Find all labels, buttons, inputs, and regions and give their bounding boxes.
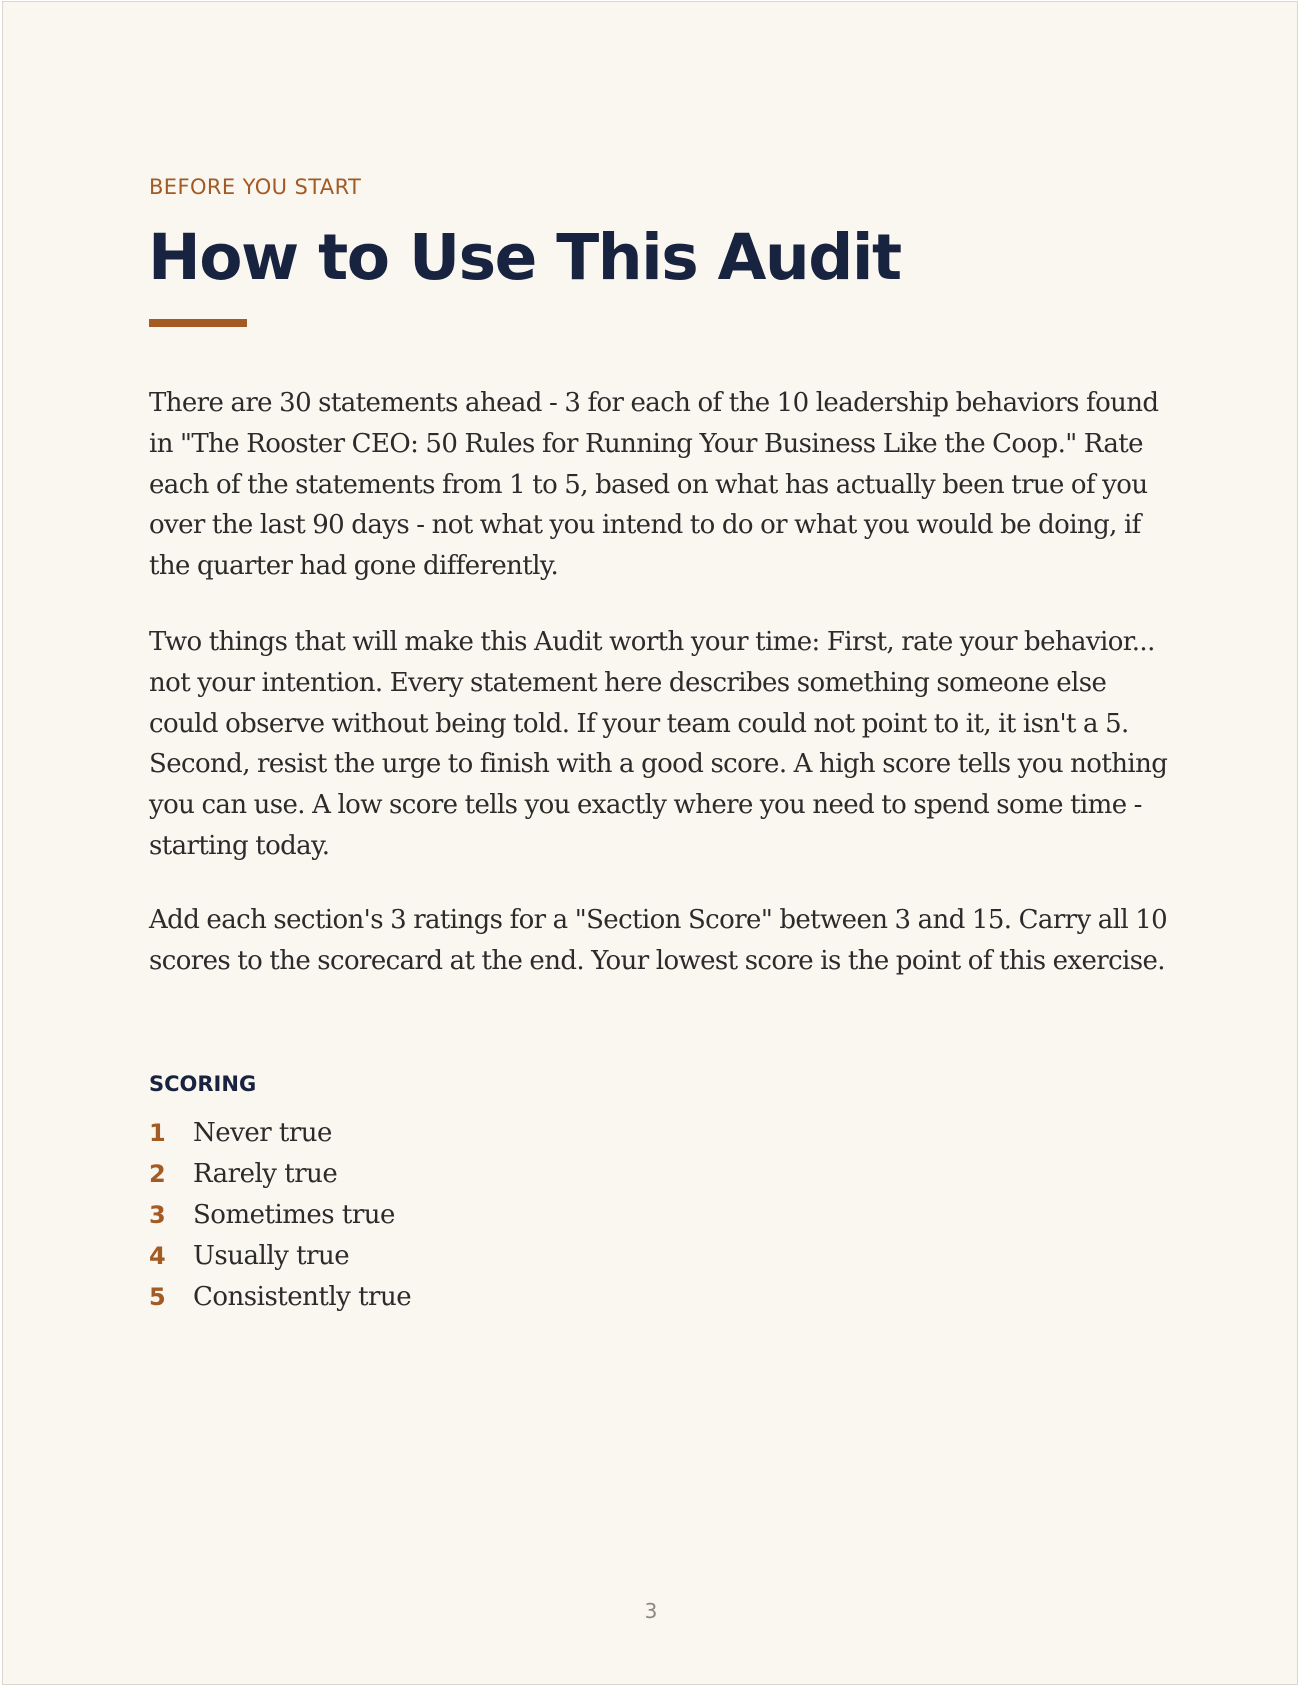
scale-value: 2 bbox=[149, 1159, 166, 1188]
instructions-paragraph: Add each section's 3 ratings for a "Section Score" between 3 and 15. Carry all 10 scores to the scorecard at the end. Your lowest score is the point of this exercise. bbox=[149, 905, 1168, 976]
title-underline bbox=[149, 319, 247, 327]
scale-value: 4 bbox=[149, 1241, 166, 1270]
scale-value: 5 bbox=[149, 1282, 166, 1311]
scale-label: Usually true bbox=[193, 1240, 350, 1271]
advice-paragraph: Two things that will make this Audit worth your time: First, rate your behavior... not your intention. Every statement here describes something someone else could observe without being told. If your team could not point to it, it isn't a 5. Second, resist the urge to finish with a good score. A high score tells you nothing you can use. A low score tells you exactly where you need to spend some time - starting today. bbox=[149, 627, 1168, 861]
scale-label: Rarely true bbox=[193, 1158, 338, 1189]
scale-value: 1 bbox=[149, 1118, 166, 1147]
section-eyebrow: BEFORE YOU START bbox=[149, 175, 362, 199]
scoring-scale-list bbox=[149, 1112, 411, 1317]
scale-label: Sometimes true bbox=[193, 1199, 395, 1230]
scoring-heading: SCORING bbox=[149, 1072, 257, 1096]
document-page bbox=[2, 1, 1298, 1685]
page-number: 3 bbox=[644, 1599, 658, 1623]
scale-item bbox=[149, 1112, 411, 1153]
scale-item bbox=[149, 1153, 411, 1194]
page-title: How to Use This Audit bbox=[148, 221, 901, 294]
scale-label: Never true bbox=[193, 1117, 332, 1148]
scale-item bbox=[149, 1276, 411, 1317]
scale-value: 3 bbox=[149, 1200, 166, 1229]
intro-paragraph: There are 30 statements ahead - 3 for each of the 10 leadership behaviors found in "The Rooster CEO: 50 Rules for Running Your Business Like the Coop." Rate each of the statements from 1 to 5, based on what has actually been true of you over the last 90 days - not what you intend to do or what you would be doing, if the quarter had gone differently. bbox=[149, 388, 1159, 582]
scale-item bbox=[149, 1235, 411, 1276]
scale-item bbox=[149, 1194, 411, 1235]
scale-label: Consistently true bbox=[193, 1281, 412, 1312]
